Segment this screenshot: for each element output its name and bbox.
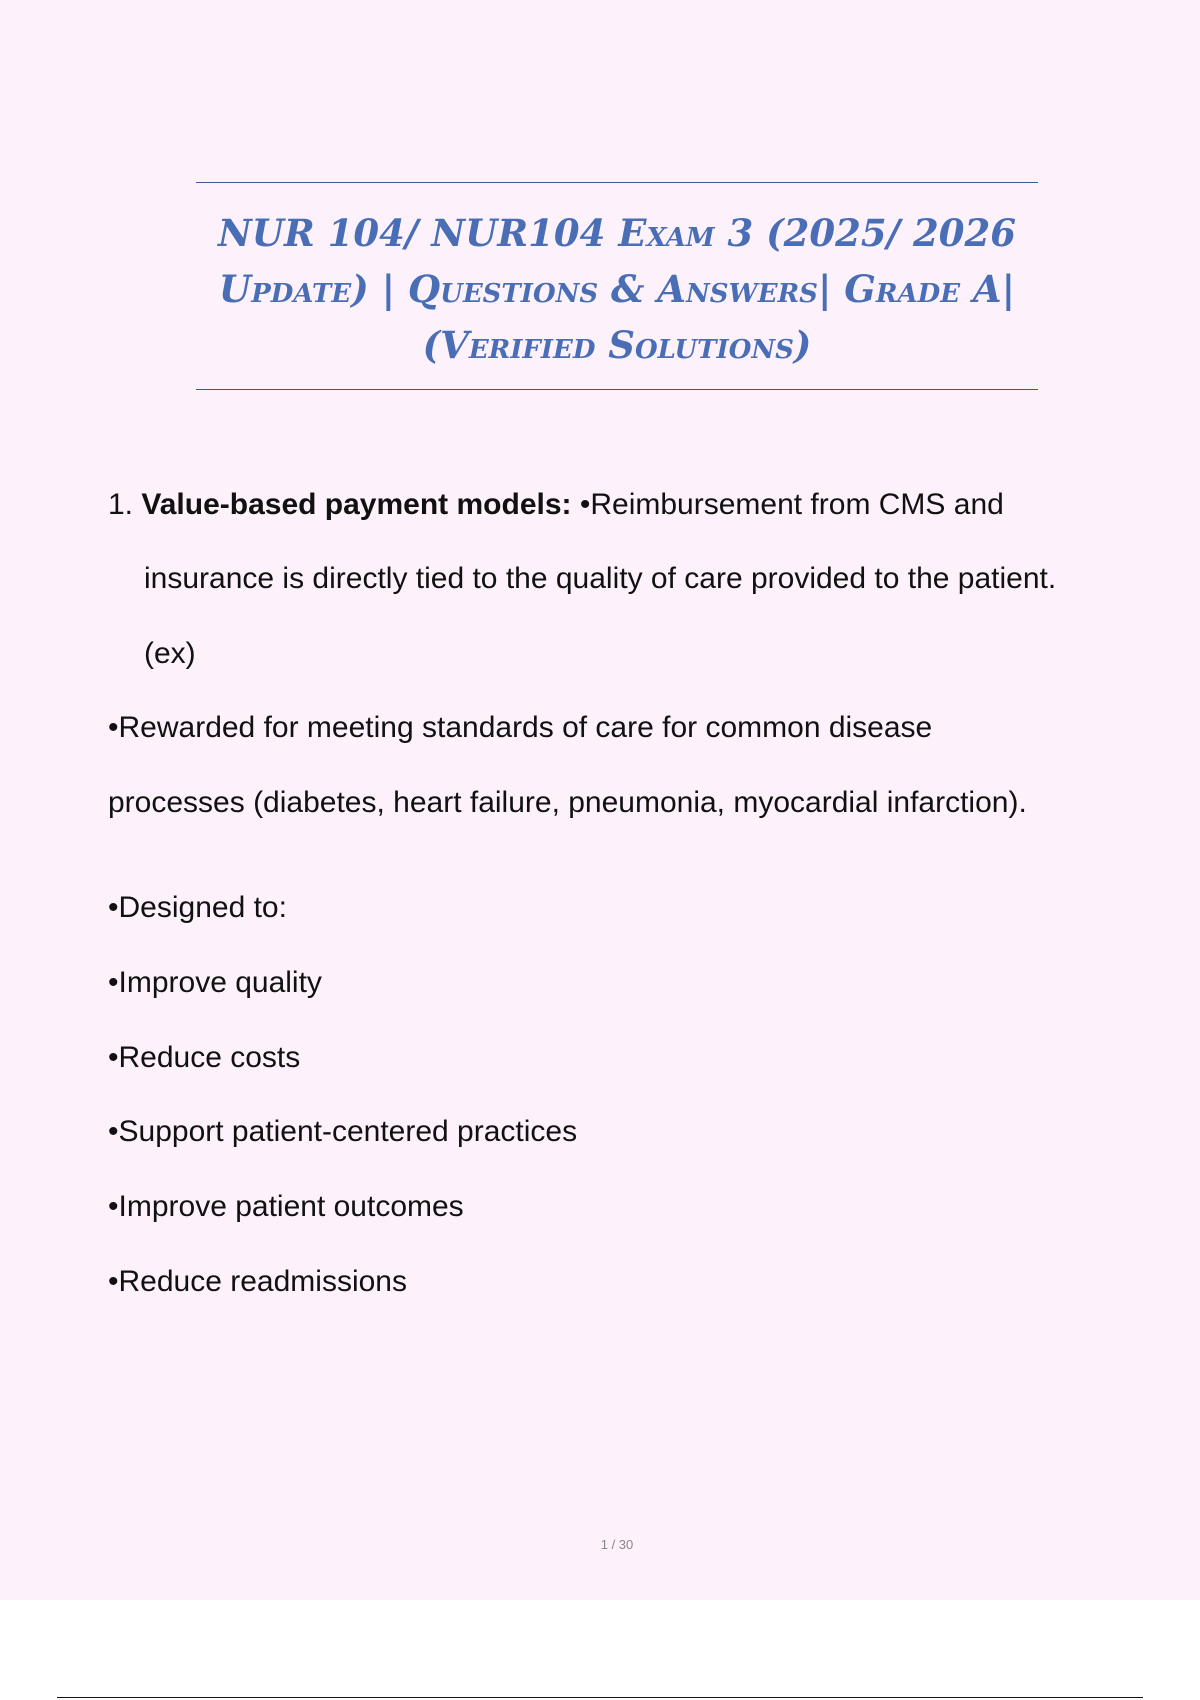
bullet-item: •Reduce readmissions — [108, 1265, 407, 1298]
bullet-item: •Improve patient outcomes — [108, 1190, 464, 1223]
title-line-1: NUR 104/ NUR104 Exam 3 (2025/ 2026 — [217, 211, 1017, 255]
question-item-1 — [108, 488, 1004, 522]
rewarded-line-2: processes (diabetes, heart failure, pneumonia, myocardial infarction). — [108, 786, 1027, 819]
title-line-3: (Verified Solutions) — [422, 323, 812, 367]
rewarded-line-1: •Rewarded for meeting standards of care for common disease — [108, 711, 933, 744]
item-term: Value-based payment models: — [141, 488, 572, 521]
bullet-item: •Reduce costs — [108, 1041, 301, 1074]
bullet-item: •Improve quality — [108, 966, 322, 999]
item-definition-line-2: insurance is directly tied to the quality of care provided to the patient. — [144, 562, 1057, 595]
page-number: 1 / 30 — [600, 1537, 634, 1552]
designed-to-heading: •Designed to: — [108, 891, 287, 924]
item-definition-line-3: (ex) — [144, 637, 196, 670]
bullet-item: •Support patient-centered practices — [108, 1115, 578, 1148]
title-line-2: Update) | Questions & Answers| Grade A| — [218, 267, 1016, 311]
title-block — [196, 182, 1038, 390]
item-definition-line-1: •Reimbursement from CMS and — [571, 488, 1004, 521]
item-number: 1. — [108, 488, 134, 521]
footer-rule — [57, 1697, 1143, 1698]
